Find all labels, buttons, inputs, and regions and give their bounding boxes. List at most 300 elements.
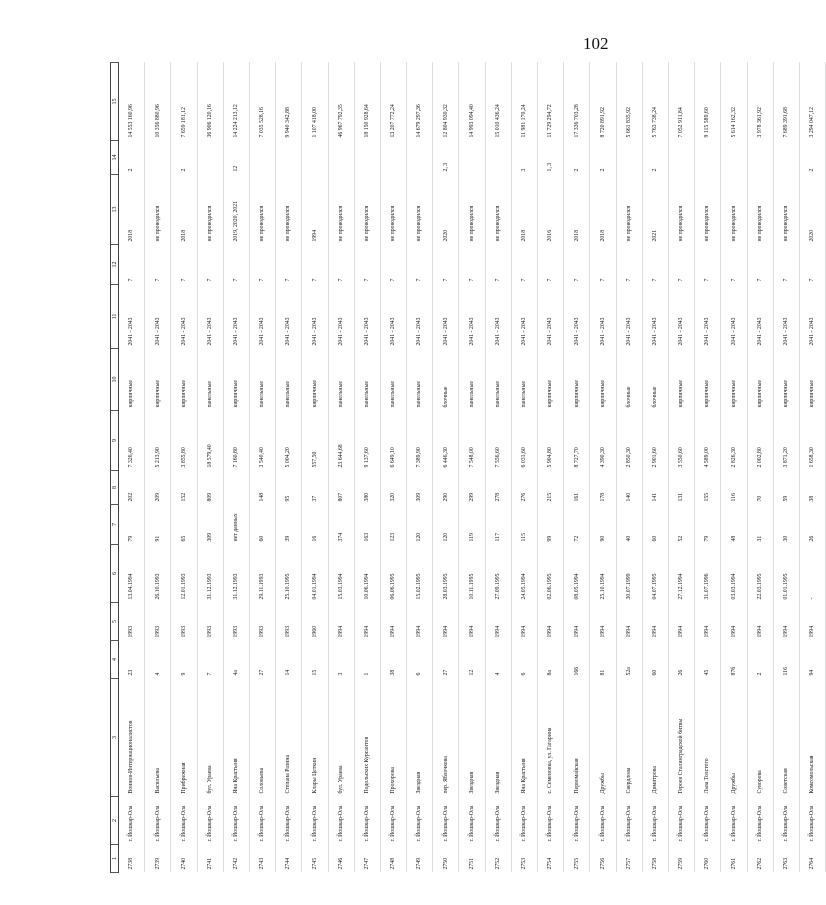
cell-work-type-code: 7: [809, 278, 816, 282]
cell-total-area: 7 556,60: [494, 447, 501, 468]
cell-repair-code: 3: [521, 168, 528, 172]
cell-year-built: 1994: [547, 625, 554, 638]
cell-city: г. Йошкар-Ола: [599, 805, 606, 842]
cell-year-built: 1994: [756, 625, 763, 638]
cell-city: г. Йошкар-Ола: [573, 805, 580, 842]
table-row: [459, 63, 485, 873]
cell-house-number: 4: [154, 672, 161, 676]
table-row: [695, 63, 721, 873]
cell-wall-material: кирпичные: [704, 379, 711, 408]
table-row: [407, 63, 433, 873]
cell-apartments-count: 65: [180, 535, 187, 542]
cell-planned-period: 2041 - 2043: [206, 317, 213, 346]
cell-repair-code: 12: [233, 165, 240, 172]
cell-commission-date: 31.12.1993: [206, 573, 213, 600]
table-row: [642, 63, 668, 873]
cell-apartments-count: 163: [364, 532, 371, 542]
cell-total-area: 3 540,40: [259, 447, 266, 468]
cell-total-area: 3 855,80: [180, 447, 187, 468]
cell-city: г. Йошкар-Ола: [547, 805, 554, 842]
table-row: [249, 63, 275, 873]
cell-year-built: 1994: [704, 625, 711, 638]
cell-year-built: 1994: [678, 625, 685, 638]
cell-planned-period: 2041 - 2043: [809, 317, 816, 346]
cell-street: Суворова: [756, 770, 763, 794]
cell-commission-date: 31.07.1996: [704, 573, 711, 600]
column-header-13: 13: [111, 175, 119, 245]
cell-last-repair-year: 2018: [180, 229, 187, 242]
cell-last-repair-year: не проводился: [730, 205, 737, 242]
cell-street: с. Семеновка, ул. Гагарина: [547, 727, 554, 794]
column-header-3: 3: [111, 679, 119, 797]
cell-work-type-code: 7: [206, 278, 213, 282]
cell-wall-material: кирпичные: [783, 379, 790, 408]
cell-estimated-cost: 5 614 162,32: [730, 107, 737, 138]
cell-city: г. Йошкар-Ола: [206, 805, 213, 842]
cell-city: г. Йошкар-Ола: [285, 805, 292, 842]
cell-row-number: 2754: [547, 857, 554, 870]
cell-row-number: 2764: [809, 857, 816, 870]
cell-city: г. Йошкар-Ола: [233, 805, 240, 842]
cell-house-number: 94: [809, 669, 816, 676]
cell-house-number: 14: [285, 669, 292, 676]
cell-planned-period: 2041 - 2043: [442, 317, 449, 346]
cell-repair-code: [747, 141, 773, 175]
cell-repair-code: [249, 141, 275, 175]
cell-estimated-cost: 18 150 928,64: [364, 104, 371, 138]
cell-commission-date: 04.01.1994: [311, 573, 318, 600]
cell-work-type-code: 7: [704, 278, 711, 282]
cell-apartments-count: 60: [259, 535, 266, 542]
cell-row-number: 2761: [730, 857, 737, 870]
cell-apartments-count: 72: [573, 535, 580, 542]
cell-wall-material: кирпичные: [756, 379, 763, 408]
cell-total-area: 5 213,90: [154, 447, 161, 468]
cell-street: Воинов-Интернационалистов: [128, 720, 135, 794]
cell-work-type-code: 7: [573, 278, 580, 282]
cell-work-type-code: 7: [652, 278, 659, 282]
table-row: [668, 63, 694, 873]
table-row: [380, 63, 406, 873]
cell-row-number: 2748: [390, 857, 397, 870]
cell-estimated-cost: 9 940 342,88: [285, 107, 292, 138]
cell-street: бул. Ураева: [337, 765, 344, 794]
cell-commission-date: 27.12.1994: [678, 573, 685, 600]
cell-row-number: 2750: [442, 857, 449, 870]
cell-year-built: 1993: [206, 625, 213, 638]
cell-row-number: 2751: [468, 857, 475, 870]
cell-row-number: 2749: [416, 857, 423, 870]
cell-planned-period: 2041 - 2043: [416, 317, 423, 346]
column-header-8: 8: [111, 471, 119, 505]
cell-year-built: 1993: [233, 625, 240, 638]
cell-estimated-cost: 13 207 772,24: [390, 104, 397, 138]
cell-city: г. Йошкар-Ола: [154, 805, 161, 842]
column-header-5: 5: [111, 603, 119, 641]
cell-repair-code: 2: [599, 168, 606, 172]
cell-commission-date: 13.04.1994: [128, 573, 135, 600]
cell-house-number: 27: [259, 669, 266, 676]
cell-estimated-cost: 14 993 094,40: [468, 104, 475, 138]
cell-work-type-code: 7: [285, 278, 292, 282]
column-header-1: 1: [111, 845, 119, 873]
cell-work-type-code: 7: [233, 278, 240, 282]
cell-planned-period: 2041 - 2043: [285, 317, 292, 346]
cell-residents-count: 209: [154, 492, 161, 502]
cell-row-number: 2742: [233, 857, 240, 870]
cell-house-number: 27: [442, 669, 449, 676]
cell-wall-material: кирпичные: [311, 379, 318, 408]
cell-commission-date: 31.12.1993: [233, 573, 240, 600]
cell-planned-period: 2041 - 2043: [521, 317, 528, 346]
table-row: [276, 63, 302, 873]
cell-planned-period: 2041 - 2043: [259, 317, 266, 346]
cell-year-built: 1994: [783, 625, 790, 638]
cell-work-type-code: 7: [390, 278, 397, 282]
cell-row-number: 2741: [206, 857, 213, 870]
cell-planned-period: 2041 - 2043: [311, 317, 318, 346]
cell-work-type-code: 7: [154, 278, 161, 282]
cell-street: Димитрова: [652, 766, 659, 794]
cell-residents-count: 202: [128, 492, 135, 502]
cell-city: г. Йошкар-Ола: [259, 805, 266, 842]
cell-total-area: 3 550,60: [678, 447, 685, 468]
cell-estimated-cost: 12 804 930,32: [442, 104, 449, 138]
cell-street: Свердлова: [625, 767, 632, 794]
cell-residents-count: 95: [285, 495, 292, 502]
cell-commission-date: 02.06.1995: [547, 573, 554, 600]
cell-total-area: 1 658,30: [809, 447, 816, 468]
cell-work-type-code: 7: [259, 278, 266, 282]
table-row: [354, 63, 380, 873]
cell-wall-material: панельные: [285, 381, 292, 408]
cell-street: Комсомольская: [809, 755, 816, 794]
cell-year-built: 1994: [494, 625, 501, 638]
table-row: [223, 63, 249, 873]
cell-total-area: 9 137,60: [364, 447, 371, 468]
cell-total-area: 5 904,80: [547, 447, 554, 468]
cell-estimated-cost: 17 336 703,28: [573, 104, 580, 138]
cell-last-repair-year: 2020: [809, 229, 816, 242]
cell-repair-code: [407, 141, 433, 175]
cell-residents-count: 276: [521, 492, 528, 502]
cell-house-number: 3: [337, 672, 344, 676]
cell-commission-date: 29.11.1993: [259, 573, 266, 600]
cell-apartments-count: 40: [625, 535, 632, 542]
cell-planned-period: 2041 - 2043: [783, 317, 790, 346]
cell-last-repair-year: 2021: [652, 229, 659, 242]
cell-row-number: 2760: [704, 857, 711, 870]
cell-house-number: 2: [756, 672, 763, 676]
cell-total-area: 6 031,60: [521, 447, 528, 468]
cell-last-repair-year: не проводился: [678, 205, 685, 242]
cell-estimated-cost: 7 035 528,16: [259, 107, 266, 138]
cell-street: Звездная: [416, 771, 423, 794]
cell-residents-count: 380: [364, 492, 371, 502]
cell-residents-count: 807: [337, 492, 344, 502]
cell-wall-material: панельные: [390, 381, 397, 408]
cell-street: Звездная: [468, 771, 475, 794]
cell-estimated-cost: 11 981 170,24: [521, 104, 528, 138]
cell-house-number: 7: [206, 672, 213, 676]
cell-planned-period: 2041 - 2043: [233, 317, 240, 346]
cell-house-number: 38: [390, 669, 397, 676]
table-row: [773, 63, 799, 873]
cell-apartments-count: 39: [285, 535, 292, 542]
cell-work-type-code: 7: [442, 278, 449, 282]
cell-residents-count: 215: [547, 492, 554, 502]
cell-year-built: 1993: [285, 625, 292, 638]
cell-work-type-code: 7: [128, 278, 135, 282]
cell-wall-material: панельные: [259, 381, 266, 408]
cell-planned-period: 2041 - 2043: [547, 317, 554, 346]
cell-commission-date: 10.06.1994: [364, 573, 371, 600]
cell-city: г. Йошкар-Ола: [678, 805, 685, 842]
cell-commission-date: 22.03.1995: [756, 573, 763, 600]
cell-estimated-cost: 8 720 891,92: [599, 107, 606, 138]
cell-repair-code: [616, 141, 642, 175]
cell-house-number: 12: [468, 669, 475, 676]
cell-repair-code: 2: [180, 168, 187, 172]
cell-apartments-count: 90: [599, 535, 606, 542]
cell-residents-count: 320: [390, 492, 397, 502]
cell-work-type-code: 7: [180, 278, 187, 282]
cell-house-number: 15: [311, 669, 318, 676]
cell-commission-date: 15.02.1995: [416, 573, 423, 600]
cell-repair-code: [276, 141, 302, 175]
table-row: [119, 63, 145, 873]
cell-estimated-cost: 11 729 294,72: [547, 104, 554, 138]
cell-repair-code: [354, 141, 380, 175]
column-number-header-row: [111, 63, 119, 873]
cell-row-number: 2740: [180, 857, 187, 870]
cell-estimated-cost: 3 978 361,92: [756, 107, 763, 138]
cell-estimated-cost: 1 107 418,00: [311, 107, 318, 138]
cell-planned-period: 2041 - 2043: [730, 317, 737, 346]
cell-estimated-cost: 5 661 835,92: [625, 107, 632, 138]
cell-house-number: 6: [521, 672, 528, 676]
cell-street: Дружбы: [730, 773, 737, 794]
cell-city: г. Йошкар-Ола: [180, 805, 187, 842]
cell-last-repair-year: не проводился: [416, 205, 423, 242]
cell-wall-material: кирпичные: [180, 379, 187, 408]
cell-work-type-code: 7: [783, 278, 790, 282]
cell-wall-material: кирпичные: [233, 379, 240, 408]
cell-repair-code: 2: [128, 168, 135, 172]
cell-commission-date: 26.10.1993: [154, 573, 161, 600]
cell-year-built: 1994: [337, 625, 344, 638]
cell-house-number: 8а: [547, 670, 554, 676]
cell-row-number: 2758: [652, 857, 659, 870]
cell-year-built: 1994: [599, 625, 606, 638]
cell-commission-date: 25.10.1994: [599, 573, 606, 600]
cell-estimated-cost: 46 967 792,35: [337, 104, 344, 138]
cell-commission-date: 12.01.1993: [180, 573, 187, 600]
cell-apartments-count: 120: [442, 532, 449, 542]
cell-apartments-count: 52: [678, 535, 685, 542]
cell-total-area: 2 901,60: [652, 447, 659, 468]
cell-house-number: 87б: [730, 666, 737, 676]
cell-street: Первомайская: [573, 758, 580, 794]
cell-residents-count: 299: [468, 492, 475, 502]
cell-residents-count: 178: [599, 492, 606, 502]
cell-house-number: 4а: [233, 670, 240, 676]
cell-total-area: 6 649,10: [390, 447, 397, 468]
cell-street: Соловьева: [259, 767, 266, 794]
cell-last-repair-year: не проводился: [285, 205, 292, 242]
table-row: [747, 63, 773, 873]
cell-repair-code: [485, 141, 511, 175]
cell-street: Льва Толстого: [704, 758, 711, 794]
cell-house-number: 45: [704, 669, 711, 676]
cell-street: Степана Разина: [285, 754, 292, 794]
cell-last-repair-year: не проводился: [783, 205, 790, 242]
cell-row-number: 2752: [494, 857, 501, 870]
cell-row-number: 2744: [285, 857, 292, 870]
cell-street: Яна Крастыня: [521, 758, 528, 794]
cell-last-repair-year: 2018: [599, 229, 606, 242]
cell-city: г. Йошкар-Ола: [730, 805, 737, 842]
cell-wall-material: кирпичные: [730, 379, 737, 408]
cell-house-number: 26: [678, 669, 685, 676]
cell-house-number: 23: [128, 669, 135, 676]
cell-row-number: 2759: [678, 857, 685, 870]
cell-street: пер. Яблочкова: [442, 756, 449, 794]
cell-planned-period: 2041 - 2043: [364, 317, 371, 346]
column-header-2: 2: [111, 797, 119, 845]
cell-repair-code: [197, 141, 223, 175]
cell-wall-material: блочные: [652, 386, 659, 408]
cell-house-number: 4: [494, 672, 501, 676]
cell-apartments-count: 60: [652, 535, 659, 542]
cell-city: г. Йошкар-Ола: [416, 805, 423, 842]
cell-work-type-code: 7: [756, 278, 763, 282]
rotated-table-container: [110, 63, 816, 873]
cell-apartments-count: 31: [756, 535, 763, 542]
cell-apartments-count: 79: [704, 535, 711, 542]
cell-total-area: 7 548,00: [468, 447, 475, 468]
cell-residents-count: 155: [704, 492, 711, 502]
cell-city: г. Йошкар-Ола: [128, 805, 135, 842]
cell-commission-date: 15.03.1994: [337, 573, 344, 600]
cell-street: Яна Крастыня: [233, 758, 240, 794]
cell-repair-code: 1, 3: [547, 162, 554, 172]
cell-apartments-count: 99: [547, 535, 554, 542]
cell-estimated-cost: 15 010 436,24: [494, 104, 501, 138]
cell-estimated-cost: 7 659 181,12: [180, 107, 187, 138]
cell-wall-material: панельные: [206, 381, 213, 408]
column-header-10: 10: [111, 349, 119, 411]
cell-row-number: 2746: [337, 857, 344, 870]
table-row: [197, 63, 223, 873]
cell-row-number: 2756: [599, 857, 606, 870]
cell-last-repair-year: не проводился: [494, 205, 501, 242]
column-header-9: 9: [111, 411, 119, 471]
cell-apartments-count: 309: [206, 532, 213, 542]
cell-city: г. Йошкар-Ола: [494, 805, 501, 842]
cell-last-repair-year: не проводился: [364, 205, 371, 242]
cell-planned-period: 2041 - 2043: [599, 317, 606, 346]
cell-total-area: 8 727,70: [573, 447, 580, 468]
cell-total-area: 2 826,30: [730, 447, 737, 468]
cell-planned-period: 2041 - 2043: [154, 317, 161, 346]
cell-wall-material: кирпичные: [599, 379, 606, 408]
cell-wall-material: блочные: [625, 386, 632, 408]
cell-street: Подольских Курсантов: [364, 736, 371, 794]
cell-repair-code: [721, 141, 747, 175]
cell-year-built: 1994: [364, 625, 371, 638]
cell-apartments-count: 26: [809, 535, 816, 542]
cell-work-type-code: 7: [678, 278, 685, 282]
cell-row-number: 2755: [573, 857, 580, 870]
cell-street: Прохорова: [390, 767, 397, 794]
cell-row-number: 2753: [521, 857, 528, 870]
table-row: [616, 63, 642, 873]
cell-repair-code: 2: [809, 168, 816, 172]
cell-house-number: 81: [599, 669, 606, 676]
cell-repair-code: [668, 141, 694, 175]
cell-planned-period: 2041 - 2043: [573, 317, 580, 346]
cell-year-built: 1960: [311, 625, 318, 638]
cell-wall-material: панельные: [468, 381, 475, 408]
cell-total-area: 5 004,20: [285, 447, 292, 468]
cell-planned-period: 2041 - 2043: [390, 317, 397, 346]
cell-house-number: 60: [652, 669, 659, 676]
cell-city: г. Йошкар-Ола: [625, 805, 632, 842]
cell-wall-material: кирпичные: [809, 379, 816, 408]
table-row: [328, 63, 354, 873]
cell-last-repair-year: 1994: [311, 229, 318, 242]
cell-city: г. Йошкар-Ола: [442, 805, 449, 842]
cell-repair-code: 2, 3: [442, 162, 449, 172]
column-header-11: 11: [111, 285, 119, 349]
cell-planned-period: 2041 - 2043: [678, 317, 685, 346]
cell-work-type-code: 7: [311, 278, 318, 282]
cell-last-repair-year: 2018: [521, 229, 528, 242]
cell-apartments-count: 48: [730, 535, 737, 542]
table-row: [433, 63, 459, 873]
cell-commission-date: 24.05.1994: [521, 573, 528, 600]
cell-wall-material: кирпичные: [128, 379, 135, 408]
cell-residents-count: 38: [809, 495, 816, 502]
cell-row-number: 2757: [625, 857, 632, 870]
cell-apartments-count: 16: [311, 535, 318, 542]
cell-last-repair-year: не проводился: [259, 205, 266, 242]
cell-commission-date: 30.07.1999: [625, 573, 632, 600]
cell-planned-period: 2041 - 2043: [180, 317, 187, 346]
cell-wall-material: кирпичные: [573, 379, 580, 408]
cell-total-area: 7 160,80: [233, 447, 240, 468]
cell-total-area: 557,50: [311, 451, 318, 468]
cell-total-area: 3 871,20: [783, 447, 790, 468]
cell-year-built: 1994: [652, 625, 659, 638]
cell-wall-material: панельные: [364, 381, 371, 408]
cell-year-built: 1993: [259, 625, 266, 638]
cell-row-number: 2745: [311, 857, 318, 870]
cell-apartments-count: 120: [416, 532, 423, 542]
cell-last-repair-year: не проводился: [625, 205, 632, 242]
cell-wall-material: кирпичные: [678, 379, 685, 408]
cell-year-built: 1994: [730, 625, 737, 638]
cell-row-number: 2738: [128, 857, 135, 870]
table-body: [119, 63, 826, 873]
cell-wall-material: кирпичные: [547, 379, 554, 408]
cell-apartments-count: 119: [468, 533, 475, 542]
cell-work-type-code: 7: [730, 278, 737, 282]
column-header-7: 7: [111, 505, 119, 545]
cell-commission-date: 25.10.1995: [285, 573, 292, 600]
cell-last-repair-year: 2018: [573, 229, 580, 242]
